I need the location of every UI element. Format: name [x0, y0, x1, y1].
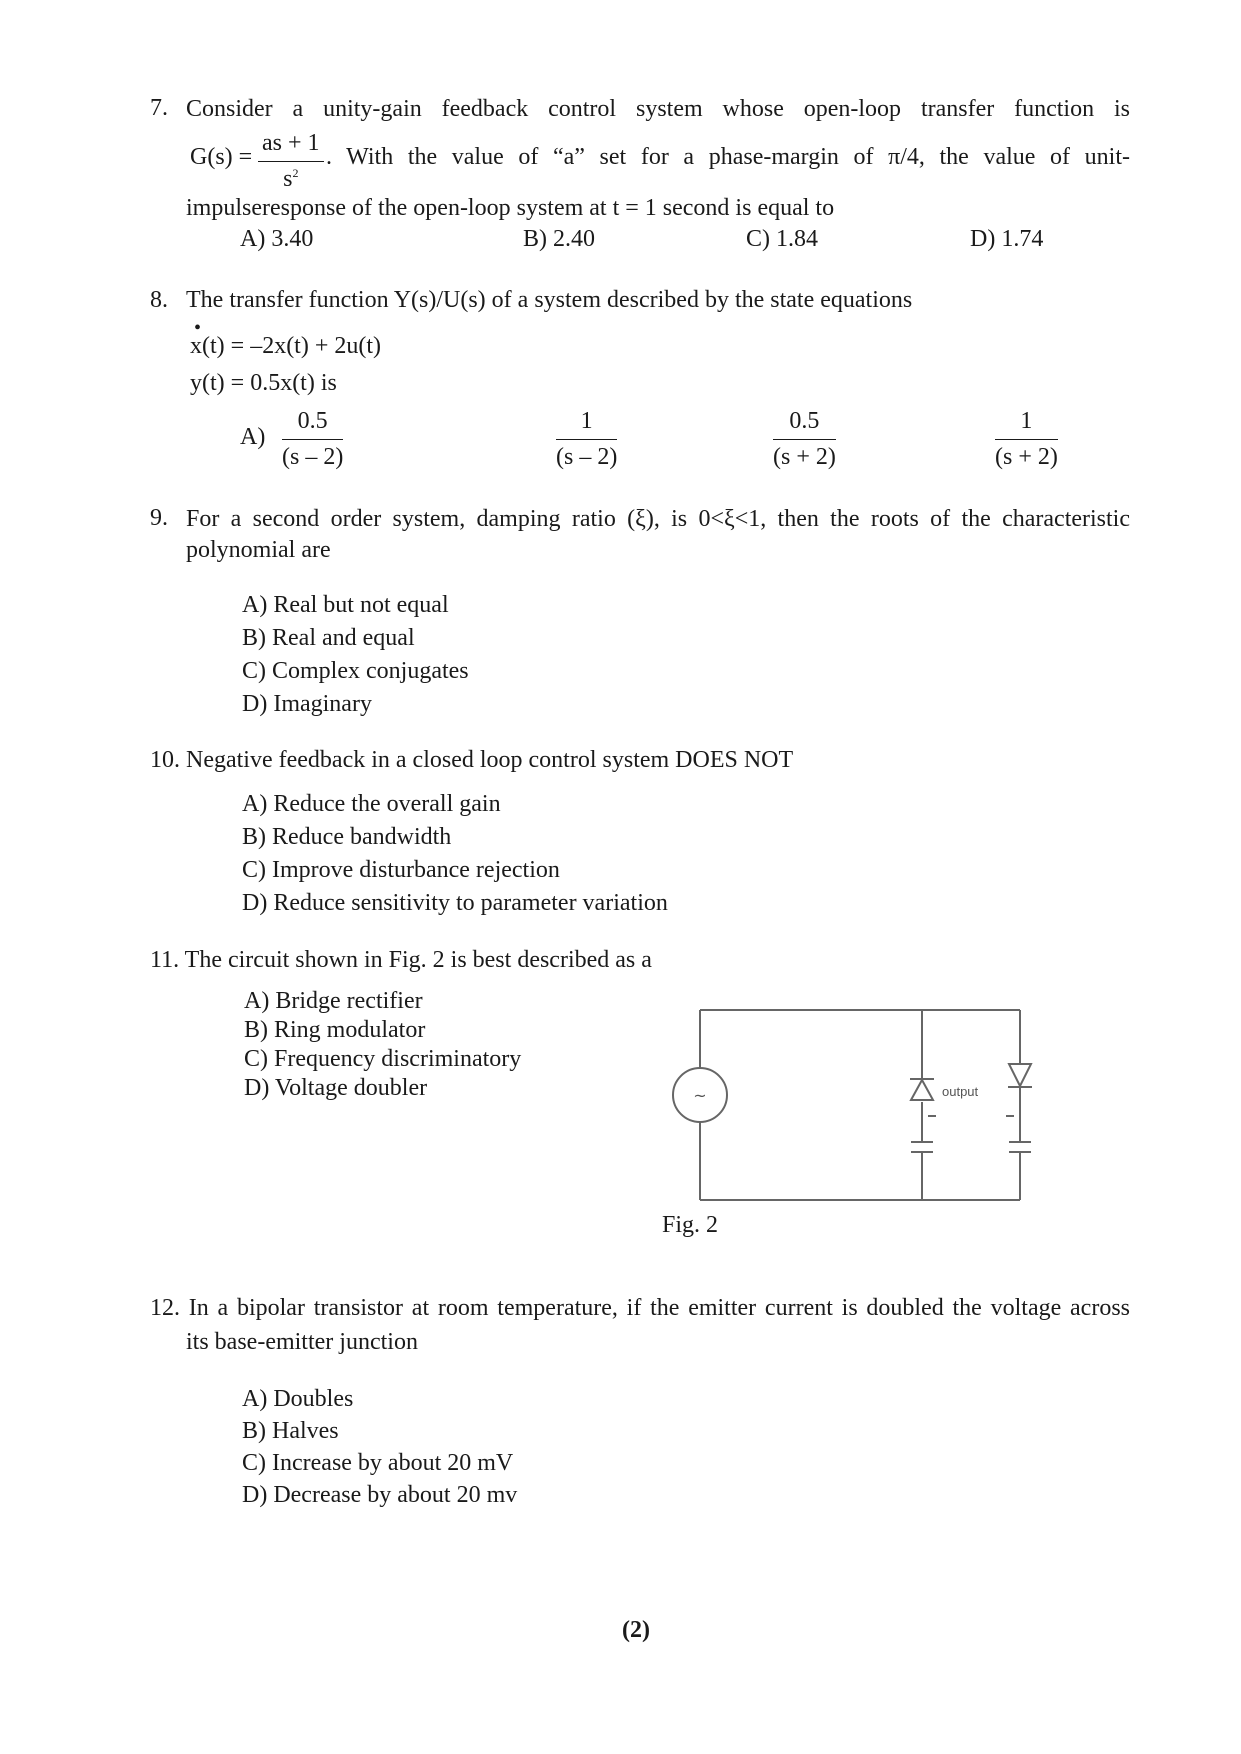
fig2-caption: Fig. 2: [662, 1212, 719, 1238]
q8-option-a-den: (s – 2): [282, 444, 344, 470]
q9-line1: For a second order system, damping ratio (ξ), is 0<ξ<1, then the roots of the characteristic: [186, 506, 1130, 532]
q8-option-b-den: (s – 2): [556, 444, 618, 470]
q7-line3: impulseresponse of the open-loop system at t = 1 second is equal to: [186, 195, 835, 221]
q7-fraction-denominator: [258, 162, 324, 193]
q9-number: 9.: [150, 505, 168, 531]
output-label: output: [942, 1084, 979, 1099]
q12-line2: its base-emitter junction: [186, 1329, 418, 1355]
q12-option-b: B) Halves: [242, 1418, 339, 1444]
q7-fraction-numerator: as + 1: [258, 130, 324, 162]
q10-option-d: D) Reduce sensitivity to parameter variation: [242, 890, 668, 916]
q8-number: 8.: [150, 287, 168, 313]
q8-output-eq: y(t) = 0.5x(t) is: [190, 370, 337, 396]
q7-option-d: D) 1.74: [970, 226, 1044, 252]
q7-number: 7.: [150, 95, 168, 121]
q9-option-a: A) Real but not equal: [242, 592, 449, 618]
page-number: (2): [622, 1617, 650, 1643]
q7-option-c: C) 1.84: [746, 226, 818, 252]
q8-option-c-fraction: [773, 408, 836, 471]
q10-option-b: B) Reduce bandwidth: [242, 824, 452, 850]
ac-source-label: ~: [693, 1086, 707, 1105]
q8-option-a-label: A): [240, 424, 266, 450]
q12-line1: 12. In a bipolar transistor at room temperature, if the emitter current is doubled the voltage across: [150, 1295, 1130, 1321]
q8-state-eq: x(t) = –2x(t) + 2u(t): [190, 333, 382, 359]
q11-text: 11. The circuit shown in Fig. 2 is best described as a: [150, 947, 652, 973]
q8-option-a-num: 0.5: [282, 408, 343, 440]
q11-option-a: A) Bridge rectifier: [244, 988, 423, 1014]
q8-option-b-num: 1: [556, 408, 617, 440]
q8-option-c-num: 0.5: [773, 408, 836, 440]
q7-line1: Consider a unity-gain feedback control system whose open-loop transfer function is: [186, 96, 1130, 122]
q9-option-b: B) Real and equal: [242, 625, 415, 651]
q7-den-base: s: [283, 166, 293, 192]
fig2-circuit-diagram: [660, 1000, 1040, 1210]
q9-option-c: C) Complex conjugates: [242, 658, 469, 684]
q9-line2: polynomial are: [186, 537, 331, 563]
q8-line1: The transfer function Y(s)/U(s) of a system described by the state equations: [186, 287, 913, 313]
q11-option-b: B) Ring modulator: [244, 1017, 426, 1043]
q9-option-d: D) Imaginary: [242, 691, 372, 717]
q11-option-d: D) Voltage doubler: [244, 1075, 428, 1101]
q10-text: 10. Negative feedback in a closed loop control system DOES NOT: [150, 747, 794, 773]
q7-fraction: [258, 130, 324, 193]
q7-line2: . With the value of “a” set for a phase-margin of π/4, the value of unit-: [326, 144, 1130, 170]
q7-option-b: B) 2.40: [523, 226, 595, 252]
diode-left: [911, 1080, 933, 1100]
q12-option-d: D) Decrease by about 20 mv: [242, 1482, 518, 1508]
q8-option-d-num: 1: [995, 408, 1058, 440]
q8-option-d-den: (s + 2): [995, 444, 1058, 470]
q8-derivative-dot: •: [194, 317, 202, 339]
q11-option-c: C) Frequency discriminatory: [244, 1046, 522, 1072]
q8-option-a-fraction: [282, 408, 343, 471]
q8-option-b-fraction: [556, 408, 617, 471]
q7-den-exponent: 2: [292, 166, 299, 180]
q12-option-a: A) Doubles: [242, 1386, 354, 1412]
q7-g-lhs: G(s) =: [190, 144, 253, 170]
q8-option-d-fraction: [995, 408, 1058, 471]
q12-option-c: C) Increase by about 20 mV: [242, 1450, 514, 1476]
q7-option-a: A) 3.40: [240, 226, 314, 252]
q10-option-c: C) Improve disturbance rejection: [242, 857, 560, 883]
diode-right: [1009, 1064, 1031, 1086]
q10-option-a: A) Reduce the overall gain: [242, 791, 501, 817]
q8-option-c-den: (s + 2): [773, 444, 836, 470]
